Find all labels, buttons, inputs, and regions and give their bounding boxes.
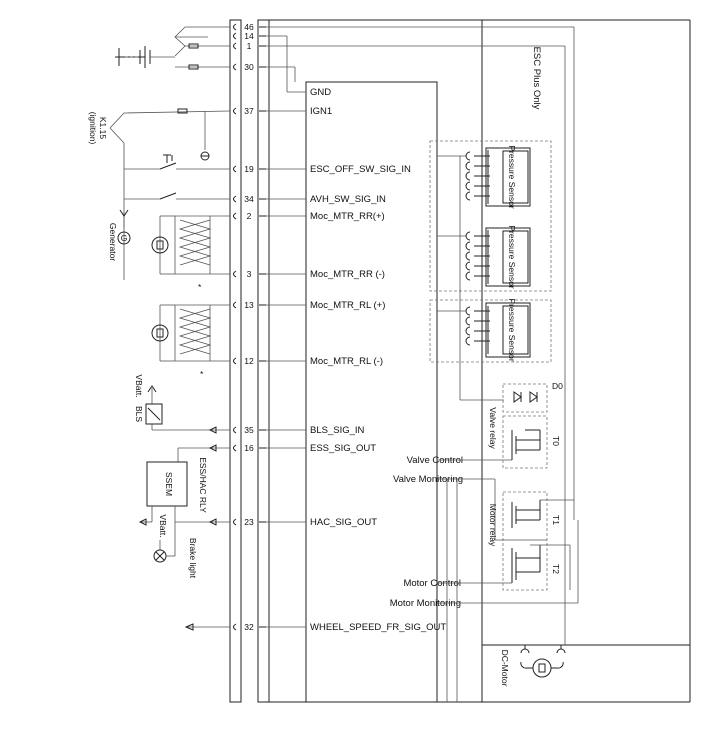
signal-moc-mtr-rl-pos: Moc_MTR_RL (+) bbox=[310, 300, 386, 311]
pin-number-12: 12 bbox=[244, 356, 254, 366]
t0-label: T0 bbox=[551, 436, 561, 446]
motor-rl bbox=[152, 305, 230, 379]
pin-row-16 bbox=[234, 443, 377, 454]
pin-number-30: 30 bbox=[244, 62, 254, 72]
signal-wheel-speed: WHEEL_SPEED_FR_SIG_OUT bbox=[310, 622, 447, 633]
pin-number-3: 3 bbox=[246, 269, 252, 279]
pin-number-37: 37 bbox=[244, 106, 254, 116]
pin-row-46 bbox=[234, 22, 575, 520]
wheel-speed-line bbox=[186, 624, 230, 630]
pressure-sensor-group bbox=[430, 141, 551, 400]
motor-relay-label: Motor relay bbox=[488, 503, 498, 547]
diode-icon-2 bbox=[530, 392, 537, 402]
signal-moc-mtr-rr-pos: Moc_MTR_RR(+) bbox=[310, 211, 385, 222]
pin-number-23: 23 bbox=[244, 517, 254, 527]
pin-number-35: 35 bbox=[244, 425, 254, 435]
pressure-sensor-2 bbox=[466, 225, 530, 288]
pin-row-13 bbox=[234, 300, 386, 311]
asterisk-rr: * bbox=[198, 282, 202, 292]
pin-row-34 bbox=[234, 194, 386, 205]
signal-esc-off-sw: ESC_OFF_SW_SIG_IN bbox=[310, 164, 411, 175]
pressure-sensor-1-label: Pressure Sensor bbox=[507, 145, 517, 209]
pressure-sensor-3-label: Pressure Sensor bbox=[507, 298, 517, 362]
motor-rr bbox=[152, 216, 230, 292]
pin-row-2 bbox=[234, 211, 385, 222]
signal-gnd: GND bbox=[310, 87, 332, 98]
pin-number-13: 13 bbox=[244, 300, 254, 310]
motor-relay bbox=[488, 479, 574, 590]
diode-icon bbox=[514, 392, 521, 402]
motor-control-label: Motor Control bbox=[403, 578, 461, 589]
signal-moc-mtr-rl-neg: Moc_MTR_RL (-) bbox=[310, 356, 384, 367]
pressure-sensor-2-label: Pressure Sensor bbox=[507, 225, 517, 289]
pin-row-3 bbox=[234, 269, 385, 280]
bls-label: BLS bbox=[134, 405, 144, 423]
signal-avh-sw: AVH_SW_SIG_IN bbox=[310, 194, 386, 205]
pressure-sensor-3 bbox=[466, 298, 530, 361]
valve-relay bbox=[488, 381, 563, 468]
asterisk-rl: * bbox=[200, 369, 204, 379]
ecu-module-box bbox=[306, 82, 437, 702]
valve-control-label: Valve Control bbox=[406, 455, 463, 466]
pin-number-19: 19 bbox=[244, 164, 254, 174]
svg-text:G: G bbox=[120, 233, 128, 243]
vbatt-label-1: VBatt. bbox=[134, 374, 144, 398]
pin-row-23 bbox=[234, 517, 378, 528]
fuse-icon bbox=[178, 109, 187, 113]
pin-number-1: 1 bbox=[246, 41, 252, 51]
ess-hac-relay bbox=[140, 445, 230, 579]
dc-motor-label: DC-Motor bbox=[500, 649, 510, 687]
pin-number-46: 46 bbox=[244, 22, 254, 32]
ess-hac-rly-label: ESS/HAC RLY bbox=[198, 457, 208, 513]
pin-number-34: 34 bbox=[244, 194, 254, 204]
pin-row-35 bbox=[234, 425, 365, 436]
signal-ess-sig-out: ESS_SIG_OUT bbox=[310, 443, 376, 454]
vbatt-label-2: VBatt. bbox=[158, 514, 168, 538]
brake-light-label: Brake light bbox=[188, 537, 198, 579]
battery-supply bbox=[115, 27, 230, 69]
esc-plus-only-label: ESC Plus Only bbox=[531, 46, 542, 110]
motor-monitoring-label: Motor Monitoring bbox=[389, 598, 461, 609]
pin-row-32 bbox=[234, 622, 447, 633]
t1-label: T1 bbox=[551, 515, 561, 525]
ssem-label: SSEM bbox=[164, 471, 174, 497]
pin-number-14: 14 bbox=[244, 31, 254, 41]
pin-number-16: 16 bbox=[244, 443, 254, 453]
avh-switch bbox=[124, 193, 230, 199]
esc-off-switch bbox=[124, 155, 230, 169]
pin-row-37 bbox=[234, 106, 333, 117]
generator-label: Generator bbox=[108, 222, 118, 262]
pin-row-19 bbox=[234, 164, 411, 175]
ignition-label: (ignition) bbox=[88, 111, 98, 145]
pressure-sensor-1 bbox=[466, 145, 530, 208]
bls-switch bbox=[134, 374, 230, 433]
t2-label: T2 bbox=[551, 564, 561, 574]
k115-label: K1.15 bbox=[98, 116, 108, 140]
valve-relay-label: Valve relay bbox=[488, 407, 498, 449]
pin-number-32: 32 bbox=[244, 622, 254, 632]
signal-moc-mtr-rr-neg: Moc_MTR_RR (-) bbox=[310, 269, 385, 280]
signal-ign1: IGN1 bbox=[310, 106, 333, 117]
valve-monitoring-label: Valve Monitoring bbox=[392, 474, 463, 485]
signal-bls-sig-in: BLS_SIG_IN bbox=[310, 425, 365, 436]
signal-hac-sig-out: HAC_SIG_OUT bbox=[310, 517, 378, 528]
motor-icon bbox=[533, 659, 551, 677]
dc-motor bbox=[500, 645, 565, 687]
pin-row-12 bbox=[234, 356, 384, 367]
generator bbox=[108, 210, 130, 261]
pin-number-2: 2 bbox=[246, 211, 252, 221]
d0-label: D0 bbox=[552, 381, 563, 391]
pin-row-30 bbox=[234, 62, 296, 82]
